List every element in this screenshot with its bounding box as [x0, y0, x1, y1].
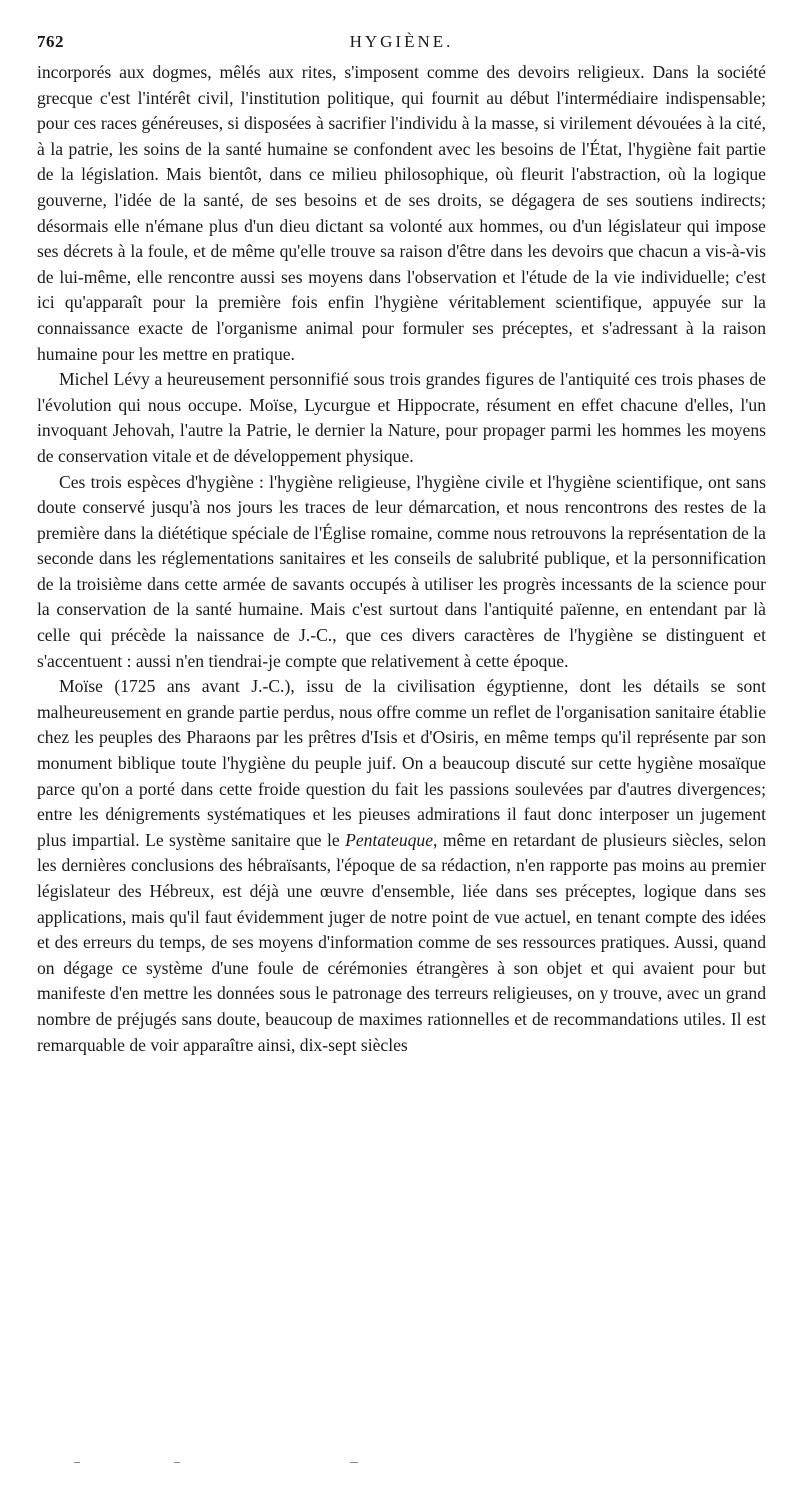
paragraph: incorporés aux dogmes, mêlés aux rites, s'imposent comme des devoirs religieux. Dans la société grecque c'est l'intérêt civil, l'institution politique, qui fournit au début l'intermédiaire indispensable; pour ces races généreuses, si disposées à sacrifier l'individu à la masse, si virilement dévouées à la cité, à la patrie, les soins de la santé humaine se confondent avec les besoins de l'État, l'hygiène fait partie de la législation. Mais bientôt, dans ce milieu philosophique, où fleurit l'abstraction, où la logique gouverne, l'idée de la santé, de ses besoins et de ses droits, se dégagera de ses soutiens indirects; désormais elle n'émane plus d'un dieu dictant sa volonté aux hommes, ou d'un législateur qui impose ses décrets à la foule, et de même qu'elle trouve sa raison d'être dans les devoirs que chacun a vis-à-vis de lui-même, elle rencontre aussi ses moyens dans l'observation et l'étude de la vie individuelle; c'est ici qu'apparaît pour la première fois enfin l'hygiène véritablement scientifique, appuyée sur la connaissance exacte de l'organisme animal pour formuler ses préceptes, et s'adressant à la raison humaine pour les mettre en pratique.: [37, 62, 766, 364]
running-title: HYGIÈNE.: [349, 32, 454, 51]
body-text: [37, 60, 766, 1058]
bottom-margin-marks: [74, 1462, 364, 1466]
running-head: [37, 30, 766, 60]
paragraph: Michel Lévy a heureusement personnifié sous trois grandes figures de l'antiquité ces trois phases de l'évolution qui nous occupe. Moïse, Lycurgue et Hippocrate, résument en effet chacune d'elles, l'un invoquant Jehovah, l'autre la Patrie, le dernier la Nature, pour propager parmi les hommes les moyens de conservation vitale et de développement physique.: [37, 369, 766, 466]
margin-mark: [350, 1462, 358, 1463]
paragraph: Ces trois espèces d'hygiène : l'hygiène religieuse, l'hygiène civile et l'hygiène scientifique, ont sans doute conservé jusqu'à nos jours les traces de leur démarcation, et nous rencontrons des restes de la première dans la diététique spéciale de l'Église romaine, comme nous retrouvons la représentation de la seconde dans les réglementations sanitaires et les conseils de salubrité publique, et la personnification de la troisième dans cette armée de savants occupés à utiliser les progrès incessants de la science pour la conservation de la santé humaine. Mais c'est surtout dans l'antiquité païenne, en entendant par là celle qui précède la naissance de J.-C., que ces divers caractères de l'hygiène se distinguent et s'accentuent : aussi n'en tiendrai-je compte que relativement à cette époque.: [37, 471, 766, 671]
margin-mark: [74, 1462, 80, 1463]
book-title-italic: Pentateuque: [345, 829, 434, 850]
paragraph-text: , même en retardant de plusieurs siècles, selon les dernières conclusions des hébraïsants, l'époque de sa rédaction, n'en rapporte pas moins au premier législateur des Hébreux, est déjà une œuvre d'ensemble, liée dans ses préceptes, logique dans ses applications, mais qu'il faut évidemment juger de notre point de vue actuel, en tenant compte des idées et des erreurs du temps, de ses moyens d'information comme de ses ressources pratiques. Aussi, quand on dégage ce système d'une foule de cérémonies étrangères à son objet et qui avaient pour but manifeste d'en mettre les données sous le patronage des terreurs religieuses, on y trouve, avec un grand nombre de préjugés sans doute, beaucoup de maximes rationnelles et de recommandations utiles. Il est remarquable de voir apparaître ainsi, dix-sept siècles: [37, 829, 766, 1055]
paragraph: [37, 674, 766, 1058]
document-page: [37, 30, 766, 1058]
page-number: 762: [37, 32, 64, 51]
margin-mark: [174, 1462, 180, 1463]
paragraph-text: Moïse (1725 ans avant J.-C.), issu de la civilisation égyptienne, dont les détails se sont malheureusement en grande partie perdus, nous offre comme un reflet de l'organisation sanitaire établie chez les peuples des Pharaons par les prêtres d'Isis et d'Osiris, en même temps qu'il représente par son monument biblique toute l'hygiène du peuple juif. On a beaucoup discuté sur cette hygiène mosaïque parce qu'on a porté dans cette froide question du fait les passions soulevées par d'autres divergences; entre les dénigrements systématiques et les pieuses admirations il faut donc interposer un jugement plus impartial. Le système sanitaire que le: [37, 676, 766, 850]
